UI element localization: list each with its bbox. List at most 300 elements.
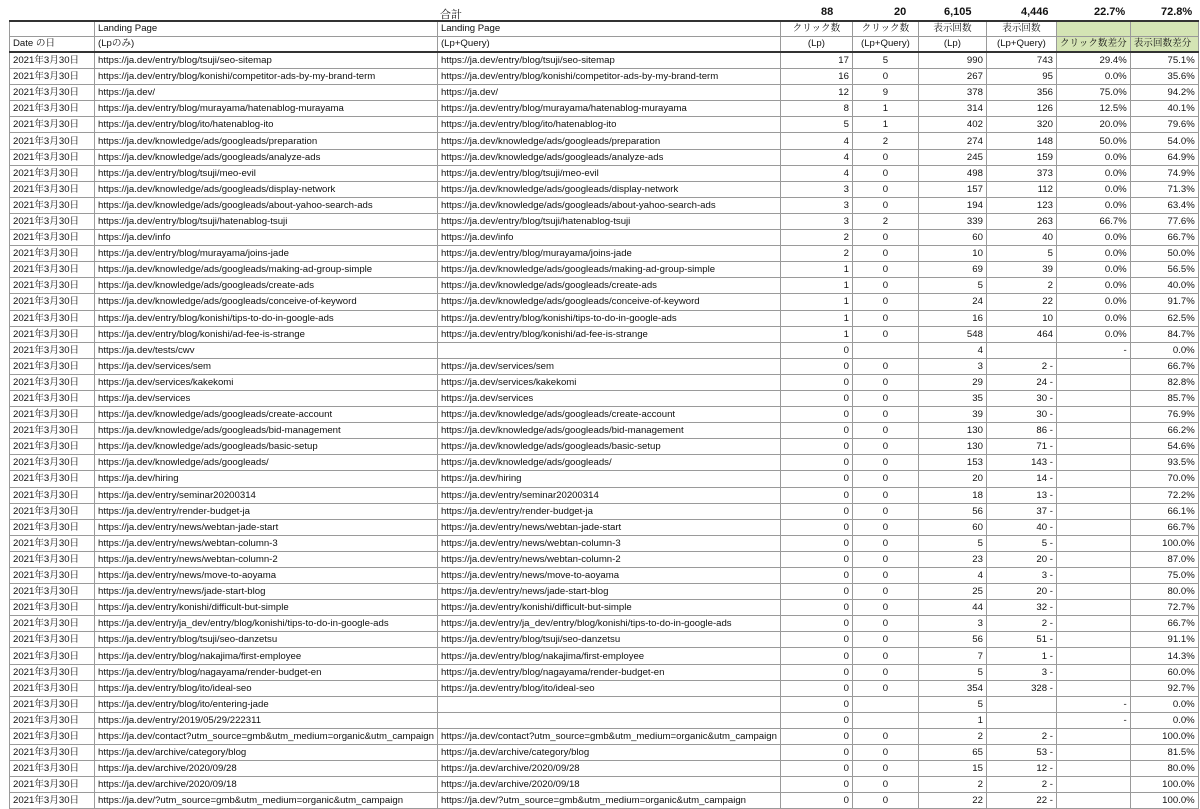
impressions-lp-cell[interactable]: 339 — [918, 213, 986, 229]
landing-page-lp-cell[interactable]: https://ja.dev/entry/ja_dev/entry/blog/konishi/tips-to-do-in-google-ads — [95, 616, 438, 632]
clicks-lp-cell[interactable]: 0 — [780, 455, 852, 471]
impressions-lpq-cell[interactable]: 112 — [986, 181, 1056, 197]
landing-page-lp-cell[interactable]: https://ja.dev/?utm_source=gmb&utm_medium=organic&utm_campaign — [95, 793, 438, 809]
clicks-lp-cell[interactable]: 0 — [780, 487, 852, 503]
impressions-lpq-cell[interactable]: 40 — [986, 230, 1056, 246]
impression-diff-cell[interactable]: 0.0% — [1130, 342, 1198, 358]
click-diff-cell[interactable]: 0.0% — [1056, 310, 1130, 326]
impressions-lpq-cell[interactable] — [986, 696, 1056, 712]
date-cell[interactable]: 2021年3月30日 — [10, 133, 95, 149]
date-cell[interactable]: 2021年3月30日 — [10, 149, 95, 165]
landing-page-lp-cell[interactable]: https://ja.dev/knowledge/ads/googleads/analyze-ads — [95, 149, 438, 165]
clicks-lpq-cell[interactable]: 5 — [852, 52, 918, 69]
landing-page-lp-cell[interactable]: https://ja.dev/contact?utm_source=gmb&utm_medium=organic&utm_campaign — [95, 728, 438, 744]
impressions-lp-cell[interactable]: 548 — [918, 326, 986, 342]
clicks-lp-cell[interactable]: 0 — [780, 390, 852, 406]
clicks-lpq-cell[interactable]: 0 — [852, 648, 918, 664]
landing-page-lpq-cell[interactable]: https://ja.dev/entry/render-budget-ja — [437, 503, 780, 519]
clicks-lpq-cell[interactable]: 0 — [852, 487, 918, 503]
landing-page-lp-cell[interactable]: https://ja.dev/entry/blog/nakajima/first-employee — [95, 648, 438, 664]
impression-diff-cell[interactable]: 85.7% — [1130, 390, 1198, 406]
landing-page-lp-cell[interactable]: https://ja.dev/entry/blog/tsuji/seo-danzetsu — [95, 632, 438, 648]
landing-page-lpq-cell[interactable]: https://ja.dev/ — [437, 85, 780, 101]
date-cell[interactable]: 2021年3月30日 — [10, 358, 95, 374]
date-cell[interactable]: 2021年3月30日 — [10, 230, 95, 246]
date-cell[interactable]: 2021年3月30日 — [10, 342, 95, 358]
clicks-lpq-cell[interactable]: 0 — [852, 407, 918, 423]
landing-page-lpq-cell[interactable]: https://ja.dev/entry/blog/nakajima/first-employee — [437, 648, 780, 664]
impression-diff-cell[interactable]: 0.0% — [1130, 712, 1198, 728]
landing-page-lpq-cell[interactable]: https://ja.dev/knowledge/ads/googleads/basic-setup — [437, 439, 780, 455]
date-cell[interactable]: 2021年3月30日 — [10, 52, 95, 69]
date-cell[interactable]: 2021年3月30日 — [10, 262, 95, 278]
impression-diff-cell[interactable]: 71.3% — [1130, 181, 1198, 197]
landing-page-lpq-cell[interactable]: https://ja.dev/entry/ja_dev/entry/blog/konishi/tips-to-do-in-google-ads — [437, 616, 780, 632]
click-diff-cell[interactable]: 20.0% — [1056, 117, 1130, 133]
header-date[interactable]: Date の日 — [10, 37, 95, 53]
clicks-lp-cell[interactable]: 0 — [780, 696, 852, 712]
clicks-lp-cell[interactable]: 2 — [780, 246, 852, 262]
landing-page-lp-cell[interactable]: https://ja.dev/entry/news/webtan-column-2 — [95, 551, 438, 567]
clicks-lpq-cell[interactable]: 0 — [852, 680, 918, 696]
clicks-lp-cell[interactable]: 0 — [780, 664, 852, 680]
date-cell[interactable]: 2021年3月30日 — [10, 551, 95, 567]
impressions-lp-cell[interactable]: 18 — [918, 487, 986, 503]
landing-page-lpq-cell[interactable]: https://ja.dev/entry/blog/konishi/ad-fee-is-strange — [437, 326, 780, 342]
clicks-lpq-cell[interactable]: 0 — [852, 423, 918, 439]
click-diff-cell[interactable] — [1056, 471, 1130, 487]
clicks-lp-cell[interactable]: 2 — [780, 230, 852, 246]
landing-page-lpq-cell[interactable]: https://ja.dev/knowledge/ads/googleads/making-ad-group-simple — [437, 262, 780, 278]
clicks-lp-cell[interactable]: 4 — [780, 165, 852, 181]
impression-diff-cell[interactable]: 66.7% — [1130, 519, 1198, 535]
impressions-lpq-cell[interactable]: 464 — [986, 326, 1056, 342]
clicks-lp-cell[interactable]: 0 — [780, 342, 852, 358]
impressions-lpq-cell[interactable]: 148 — [986, 133, 1056, 149]
click-diff-cell[interactable]: 66.7% — [1056, 213, 1130, 229]
impressions-lp-cell[interactable]: 5 — [918, 696, 986, 712]
impression-diff-cell[interactable]: 74.9% — [1130, 165, 1198, 181]
impressions-lpq-cell[interactable]: 263 — [986, 213, 1056, 229]
impressions-lp-cell[interactable]: 5 — [918, 278, 986, 294]
landing-page-lp-cell[interactable]: https://ja.dev/entry/seminar20200314 — [95, 487, 438, 503]
impressions-lp-cell[interactable]: 23 — [918, 551, 986, 567]
impressions-lp-cell[interactable]: 60 — [918, 519, 986, 535]
header-imp-lp[interactable]: (Lp) — [918, 37, 986, 53]
clicks-lp-cell[interactable]: 0 — [780, 535, 852, 551]
header-click-diff[interactable]: クリック数差分 — [1056, 37, 1130, 53]
landing-page-lpq-cell[interactable]: https://ja.dev/knowledge/ads/googleads/about-yahoo-search-ads — [437, 197, 780, 213]
impressions-lp-cell[interactable]: 60 — [918, 230, 986, 246]
impression-diff-cell[interactable]: 75.0% — [1130, 568, 1198, 584]
header-clicks-lpq-top[interactable]: クリック数 — [852, 21, 918, 37]
clicks-lp-cell[interactable]: 0 — [780, 712, 852, 728]
clicks-lpq-cell[interactable]: 0 — [852, 165, 918, 181]
landing-page-lpq-cell[interactable]: https://ja.dev/knowledge/ads/googleads/preparation — [437, 133, 780, 149]
date-cell[interactable]: 2021年3月30日 — [10, 69, 95, 85]
landing-page-lpq-cell[interactable]: https://ja.dev/knowledge/ads/googleads/conceive-of-keyword — [437, 294, 780, 310]
clicks-lp-cell[interactable]: 0 — [780, 358, 852, 374]
landing-page-lp-cell[interactable]: https://ja.dev/knowledge/ads/googleads/ — [95, 455, 438, 471]
impressions-lpq-cell[interactable]: 71 - — [986, 439, 1056, 455]
landing-page-lp-cell[interactable]: https://ja.dev/entry/blog/konishi/competitor-ads-by-my-brand-term — [95, 69, 438, 85]
landing-page-lp-cell[interactable]: https://ja.dev/entry/news/move-to-aoyama — [95, 568, 438, 584]
landing-page-lp-cell[interactable]: https://ja.dev/info — [95, 230, 438, 246]
impression-diff-cell[interactable]: 84.7% — [1130, 326, 1198, 342]
click-diff-cell[interactable] — [1056, 600, 1130, 616]
landing-page-lp-cell[interactable]: https://ja.dev/services — [95, 390, 438, 406]
impressions-lp-cell[interactable]: 4 — [918, 342, 986, 358]
impressions-lp-cell[interactable]: 5 — [918, 535, 986, 551]
click-diff-cell[interactable]: 0.0% — [1056, 197, 1130, 213]
landing-page-lp-cell[interactable]: https://ja.dev/entry/news/jade-start-blog — [95, 584, 438, 600]
landing-page-lpq-cell[interactable] — [437, 696, 780, 712]
impressions-lpq-cell[interactable]: 373 — [986, 165, 1056, 181]
impressions-lpq-cell[interactable]: 2 - — [986, 777, 1056, 793]
click-diff-cell[interactable]: 0.0% — [1056, 69, 1130, 85]
impression-diff-cell[interactable]: 80.0% — [1130, 761, 1198, 777]
impressions-lp-cell[interactable]: 29 — [918, 374, 986, 390]
header-clicks-lpq[interactable]: (Lp+Query) — [852, 37, 918, 53]
clicks-lpq-cell[interactable]: 0 — [852, 181, 918, 197]
landing-page-lp-cell[interactable]: https://ja.dev/entry/blog/tsuji/meo-evil — [95, 165, 438, 181]
landing-page-lpq-cell[interactable]: https://ja.dev/archive/category/blog — [437, 745, 780, 761]
landing-page-lpq-cell[interactable]: https://ja.dev/entry/blog/murayama/joins-jade — [437, 246, 780, 262]
click-diff-cell[interactable] — [1056, 390, 1130, 406]
impressions-lp-cell[interactable]: 3 — [918, 616, 986, 632]
date-cell[interactable]: 2021年3月30日 — [10, 374, 95, 390]
date-cell[interactable]: 2021年3月30日 — [10, 568, 95, 584]
landing-page-lpq-cell[interactable]: https://ja.dev/entry/news/jade-start-blog — [437, 584, 780, 600]
click-diff-cell[interactable] — [1056, 648, 1130, 664]
date-cell[interactable]: 2021年3月30日 — [10, 712, 95, 728]
impressions-lp-cell[interactable]: 3 — [918, 358, 986, 374]
impressions-lpq-cell[interactable]: 1 - — [986, 648, 1056, 664]
clicks-lp-cell[interactable]: 0 — [780, 423, 852, 439]
impression-diff-cell[interactable]: 72.2% — [1130, 487, 1198, 503]
click-diff-cell[interactable] — [1056, 358, 1130, 374]
impression-diff-cell[interactable]: 82.8% — [1130, 374, 1198, 390]
landing-page-lpq-cell[interactable]: https://ja.dev/entry/seminar20200314 — [437, 487, 780, 503]
clicks-lpq-cell[interactable]: 2 — [852, 213, 918, 229]
date-cell[interactable]: 2021年3月30日 — [10, 632, 95, 648]
date-cell[interactable]: 2021年3月30日 — [10, 696, 95, 712]
clicks-lp-cell[interactable]: 1 — [780, 262, 852, 278]
impressions-lp-cell[interactable]: 498 — [918, 165, 986, 181]
landing-page-lpq-cell[interactable]: https://ja.dev/info — [437, 230, 780, 246]
clicks-lpq-cell[interactable]: 0 — [852, 745, 918, 761]
clicks-lpq-cell[interactable]: 0 — [852, 294, 918, 310]
click-diff-cell[interactable] — [1056, 745, 1130, 761]
clicks-lp-cell[interactable]: 0 — [780, 648, 852, 664]
landing-page-lp-cell[interactable]: https://ja.dev/hiring — [95, 471, 438, 487]
impressions-lpq-cell[interactable]: 2 - — [986, 616, 1056, 632]
clicks-lp-cell[interactable]: 0 — [780, 793, 852, 809]
clicks-lpq-cell[interactable]: 2 — [852, 133, 918, 149]
click-diff-cell[interactable]: 0.0% — [1056, 262, 1130, 278]
impressions-lp-cell[interactable]: 25 — [918, 584, 986, 600]
date-cell[interactable]: 2021年3月30日 — [10, 407, 95, 423]
header-lp[interactable]: (Lpのみ) — [95, 37, 438, 53]
impression-diff-cell[interactable]: 77.6% — [1130, 213, 1198, 229]
clicks-lp-cell[interactable]: 5 — [780, 117, 852, 133]
date-cell[interactable]: 2021年3月30日 — [10, 745, 95, 761]
impressions-lpq-cell[interactable]: 5 - — [986, 535, 1056, 551]
clicks-lpq-cell[interactable]: 0 — [852, 374, 918, 390]
impressions-lp-cell[interactable]: 2 — [918, 777, 986, 793]
date-cell[interactable]: 2021年3月30日 — [10, 117, 95, 133]
landing-page-lpq-cell[interactable]: https://ja.dev/entry/blog/tsuji/seo-sitemap — [437, 52, 780, 69]
impressions-lpq-cell[interactable]: 3 - — [986, 568, 1056, 584]
impressions-lpq-cell[interactable]: 30 - — [986, 407, 1056, 423]
clicks-lpq-cell[interactable]: 0 — [852, 455, 918, 471]
impressions-lpq-cell[interactable]: 3 - — [986, 664, 1056, 680]
clicks-lpq-cell[interactable]: 0 — [852, 551, 918, 567]
impression-diff-cell[interactable]: 93.5% — [1130, 455, 1198, 471]
date-cell[interactable]: 2021年3月30日 — [10, 197, 95, 213]
landing-page-lp-cell[interactable]: https://ja.dev/tests/cwv — [95, 342, 438, 358]
impressions-lpq-cell[interactable]: 51 - — [986, 632, 1056, 648]
landing-page-lp-cell[interactable]: https://ja.dev/entry/blog/murayama/joins-jade — [95, 246, 438, 262]
impressions-lpq-cell[interactable]: 39 — [986, 262, 1056, 278]
impressions-lpq-cell[interactable]: 10 — [986, 310, 1056, 326]
clicks-lp-cell[interactable]: 16 — [780, 69, 852, 85]
landing-page-lpq-cell[interactable]: https://ja.dev/knowledge/ads/googleads/ — [437, 455, 780, 471]
impression-diff-cell[interactable]: 80.0% — [1130, 584, 1198, 600]
click-diff-cell[interactable] — [1056, 584, 1130, 600]
landing-page-lp-cell[interactable]: https://ja.dev/ — [95, 85, 438, 101]
clicks-lpq-cell[interactable]: 0 — [852, 632, 918, 648]
date-cell[interactable]: 2021年3月30日 — [10, 213, 95, 229]
landing-page-lp-cell[interactable]: https://ja.dev/entry/blog/tsuji/seo-sitemap — [95, 52, 438, 69]
impressions-lpq-cell[interactable] — [986, 342, 1056, 358]
impressions-lpq-cell[interactable]: 126 — [986, 101, 1056, 117]
click-diff-cell[interactable] — [1056, 503, 1130, 519]
date-cell[interactable]: 2021年3月30日 — [10, 294, 95, 310]
landing-page-lp-cell[interactable]: https://ja.dev/entry/news/webtan-jade-start — [95, 519, 438, 535]
impressions-lp-cell[interactable]: 153 — [918, 455, 986, 471]
landing-page-lpq-cell[interactable]: https://ja.dev/knowledge/ads/googleads/create-ads — [437, 278, 780, 294]
landing-page-lp-cell[interactable]: https://ja.dev/archive/2020/09/28 — [95, 761, 438, 777]
landing-page-lpq-cell[interactable]: https://ja.dev/services/sem — [437, 358, 780, 374]
date-cell[interactable]: 2021年3月30日 — [10, 390, 95, 406]
impressions-lp-cell[interactable]: 5 — [918, 664, 986, 680]
impressions-lp-cell[interactable]: 194 — [918, 197, 986, 213]
impression-diff-cell[interactable]: 66.7% — [1130, 358, 1198, 374]
date-cell[interactable]: 2021年3月30日 — [10, 165, 95, 181]
impressions-lpq-cell[interactable]: 40 - — [986, 519, 1056, 535]
click-diff-cell[interactable] — [1056, 455, 1130, 471]
click-diff-cell[interactable]: - — [1056, 342, 1130, 358]
impressions-lp-cell[interactable]: 1 — [918, 712, 986, 728]
impression-diff-cell[interactable]: 100.0% — [1130, 728, 1198, 744]
landing-page-lp-cell[interactable]: https://ja.dev/services/kakekomi — [95, 374, 438, 390]
landing-page-lp-cell[interactable]: https://ja.dev/entry/blog/ito/entering-jade — [95, 696, 438, 712]
clicks-lpq-cell[interactable]: 0 — [852, 600, 918, 616]
clicks-lp-cell[interactable]: 17 — [780, 52, 852, 69]
impressions-lpq-cell[interactable]: 13 - — [986, 487, 1056, 503]
impressions-lp-cell[interactable]: 39 — [918, 407, 986, 423]
impressions-lp-cell[interactable]: 130 — [918, 439, 986, 455]
impressions-lp-cell[interactable]: 10 — [918, 246, 986, 262]
impression-diff-cell[interactable]: 35.6% — [1130, 69, 1198, 85]
impressions-lp-cell[interactable]: 35 — [918, 390, 986, 406]
impressions-lpq-cell[interactable]: 2 — [986, 278, 1056, 294]
impression-diff-cell[interactable]: 50.0% — [1130, 246, 1198, 262]
landing-page-lpq-cell[interactable]: https://ja.dev/entry/konishi/difficult-but-simple — [437, 600, 780, 616]
landing-page-lp-cell[interactable]: https://ja.dev/entry/blog/tsuji/hatenablog-tsuji — [95, 213, 438, 229]
header-click-diff-top[interactable] — [1056, 21, 1130, 37]
impressions-lp-cell[interactable]: 267 — [918, 69, 986, 85]
header-lpq[interactable]: (Lp+Query) — [437, 37, 780, 53]
click-diff-cell[interactable]: - — [1056, 712, 1130, 728]
landing-page-lpq-cell[interactable]: https://ja.dev/archive/2020/09/28 — [437, 761, 780, 777]
header-imp-lp-top[interactable]: 表示回数 — [918, 21, 986, 37]
impression-diff-cell[interactable]: 100.0% — [1130, 793, 1198, 809]
date-cell[interactable]: 2021年3月30日 — [10, 246, 95, 262]
impressions-lpq-cell[interactable]: 22 - — [986, 793, 1056, 809]
clicks-lp-cell[interactable]: 1 — [780, 294, 852, 310]
impressions-lp-cell[interactable]: 4 — [918, 568, 986, 584]
impressions-lp-cell[interactable]: 157 — [918, 181, 986, 197]
landing-page-lp-cell[interactable]: https://ja.dev/archive/2020/09/18 — [95, 777, 438, 793]
landing-page-lp-cell[interactable]: https://ja.dev/knowledge/ads/googleads/about-yahoo-search-ads — [95, 197, 438, 213]
landing-page-lp-cell[interactable]: https://ja.dev/entry/blog/nagayama/render-budget-en — [95, 664, 438, 680]
impressions-lp-cell[interactable]: 15 — [918, 761, 986, 777]
landing-page-lp-cell[interactable]: https://ja.dev/entry/blog/ito/hatenablog-ito — [95, 117, 438, 133]
landing-page-lp-cell[interactable]: https://ja.dev/knowledge/ads/googleads/conceive-of-keyword — [95, 294, 438, 310]
date-cell[interactable]: 2021年3月30日 — [10, 648, 95, 664]
date-cell[interactable]: 2021年3月30日 — [10, 777, 95, 793]
landing-page-lp-cell[interactable]: https://ja.dev/entry/konishi/difficult-but-simple — [95, 600, 438, 616]
impressions-lpq-cell[interactable]: 2 - — [986, 728, 1056, 744]
landing-page-lpq-cell[interactable]: https://ja.dev/knowledge/ads/googleads/display-network — [437, 181, 780, 197]
date-cell[interactable]: 2021年3月30日 — [10, 761, 95, 777]
clicks-lp-cell[interactable]: 0 — [780, 600, 852, 616]
impression-diff-cell[interactable]: 60.0% — [1130, 664, 1198, 680]
impression-diff-cell[interactable]: 54.6% — [1130, 439, 1198, 455]
header-imp-diff-top[interactable] — [1130, 21, 1198, 37]
clicks-lp-cell[interactable]: 0 — [780, 519, 852, 535]
clicks-lpq-cell[interactable]: 0 — [852, 568, 918, 584]
click-diff-cell[interactable]: 75.0% — [1056, 85, 1130, 101]
header-date-top[interactable] — [10, 21, 95, 37]
click-diff-cell[interactable]: 0.0% — [1056, 326, 1130, 342]
landing-page-lp-cell[interactable]: https://ja.dev/knowledge/ads/googleads/preparation — [95, 133, 438, 149]
impressions-lp-cell[interactable]: 69 — [918, 262, 986, 278]
clicks-lpq-cell[interactable]: 1 — [852, 117, 918, 133]
impressions-lpq-cell[interactable]: 30 - — [986, 390, 1056, 406]
impression-diff-cell[interactable]: 72.7% — [1130, 600, 1198, 616]
impressions-lpq-cell[interactable]: 37 - — [986, 503, 1056, 519]
impression-diff-cell[interactable]: 66.7% — [1130, 230, 1198, 246]
impression-diff-cell[interactable]: 94.2% — [1130, 85, 1198, 101]
clicks-lpq-cell[interactable]: 0 — [852, 616, 918, 632]
impression-diff-cell[interactable]: 63.4% — [1130, 197, 1198, 213]
clicks-lpq-cell[interactable]: 0 — [852, 503, 918, 519]
click-diff-cell[interactable]: 12.5% — [1056, 101, 1130, 117]
impressions-lpq-cell[interactable]: 22 — [986, 294, 1056, 310]
clicks-lp-cell[interactable]: 1 — [780, 310, 852, 326]
click-diff-cell[interactable] — [1056, 535, 1130, 551]
click-diff-cell[interactable]: 29.4% — [1056, 52, 1130, 69]
landing-page-lp-cell[interactable]: https://ja.dev/entry/blog/murayama/hatenablog-murayama — [95, 101, 438, 117]
clicks-lpq-cell[interactable]: 1 — [852, 101, 918, 117]
impression-diff-cell[interactable]: 14.3% — [1130, 648, 1198, 664]
clicks-lpq-cell[interactable]: 9 — [852, 85, 918, 101]
click-diff-cell[interactable] — [1056, 793, 1130, 809]
click-diff-cell[interactable]: - — [1056, 696, 1130, 712]
clicks-lpq-cell[interactable]: 0 — [852, 262, 918, 278]
impressions-lp-cell[interactable]: 130 — [918, 423, 986, 439]
landing-page-lp-cell[interactable]: https://ja.dev/knowledge/ads/googleads/bid-management — [95, 423, 438, 439]
impression-diff-cell[interactable]: 91.7% — [1130, 294, 1198, 310]
header-clicks-lp-top[interactable]: クリック数 — [780, 21, 852, 37]
click-diff-cell[interactable] — [1056, 777, 1130, 793]
click-diff-cell[interactable] — [1056, 616, 1130, 632]
date-cell[interactable]: 2021年3月30日 — [10, 728, 95, 744]
clicks-lp-cell[interactable]: 0 — [780, 471, 852, 487]
clicks-lp-cell[interactable]: 0 — [780, 584, 852, 600]
clicks-lp-cell[interactable]: 1 — [780, 278, 852, 294]
impressions-lp-cell[interactable]: 245 — [918, 149, 986, 165]
click-diff-cell[interactable]: 0.0% — [1056, 165, 1130, 181]
date-cell[interactable]: 2021年3月30日 — [10, 600, 95, 616]
impression-diff-cell[interactable]: 56.5% — [1130, 262, 1198, 278]
clicks-lp-cell[interactable]: 0 — [780, 761, 852, 777]
impressions-lpq-cell[interactable]: 2 - — [986, 358, 1056, 374]
date-cell[interactable]: 2021年3月30日 — [10, 423, 95, 439]
click-diff-cell[interactable]: 0.0% — [1056, 246, 1130, 262]
impression-diff-cell[interactable]: 70.0% — [1130, 471, 1198, 487]
landing-page-lp-cell[interactable]: https://ja.dev/knowledge/ads/googleads/making-ad-group-simple — [95, 262, 438, 278]
date-cell[interactable]: 2021年3月30日 — [10, 310, 95, 326]
clicks-lp-cell[interactable]: 0 — [780, 374, 852, 390]
impressions-lpq-cell[interactable]: 159 — [986, 149, 1056, 165]
landing-page-lpq-cell[interactable]: https://ja.dev/entry/news/webtan-column-2 — [437, 551, 780, 567]
date-cell[interactable]: 2021年3月30日 — [10, 793, 95, 809]
click-diff-cell[interactable] — [1056, 568, 1130, 584]
impression-diff-cell[interactable]: 81.5% — [1130, 745, 1198, 761]
landing-page-lpq-cell[interactable]: https://ja.dev/archive/2020/09/18 — [437, 777, 780, 793]
impression-diff-cell[interactable]: 0.0% — [1130, 696, 1198, 712]
impressions-lpq-cell[interactable]: 24 - — [986, 374, 1056, 390]
clicks-lpq-cell[interactable]: 0 — [852, 471, 918, 487]
date-cell[interactable]: 2021年3月30日 — [10, 535, 95, 551]
landing-page-lp-cell[interactable]: https://ja.dev/entry/blog/ito/ideal-seo — [95, 680, 438, 696]
impressions-lp-cell[interactable]: 274 — [918, 133, 986, 149]
impressions-lp-cell[interactable]: 990 — [918, 52, 986, 69]
click-diff-cell[interactable]: 0.0% — [1056, 149, 1130, 165]
landing-page-lp-cell[interactable]: https://ja.dev/knowledge/ads/googleads/create-ads — [95, 278, 438, 294]
date-cell[interactable]: 2021年3月30日 — [10, 664, 95, 680]
click-diff-cell[interactable]: 0.0% — [1056, 230, 1130, 246]
date-cell[interactable]: 2021年3月30日 — [10, 519, 95, 535]
impressions-lpq-cell[interactable]: 320 — [986, 117, 1056, 133]
clicks-lpq-cell[interactable]: 0 — [852, 278, 918, 294]
clicks-lpq-cell[interactable] — [852, 712, 918, 728]
impression-diff-cell[interactable]: 76.9% — [1130, 407, 1198, 423]
clicks-lpq-cell[interactable]: 0 — [852, 197, 918, 213]
date-cell[interactable]: 2021年3月30日 — [10, 181, 95, 197]
date-cell[interactable]: 2021年3月30日 — [10, 503, 95, 519]
impressions-lpq-cell[interactable]: 14 - — [986, 471, 1056, 487]
landing-page-lpq-cell[interactable]: https://ja.dev/?utm_source=gmb&utm_medium=organic&utm_campaign — [437, 793, 780, 809]
impressions-lp-cell[interactable]: 402 — [918, 117, 986, 133]
impression-diff-cell[interactable]: 100.0% — [1130, 777, 1198, 793]
landing-page-lpq-cell[interactable]: https://ja.dev/entry/blog/nagayama/render-budget-en — [437, 664, 780, 680]
click-diff-cell[interactable] — [1056, 519, 1130, 535]
